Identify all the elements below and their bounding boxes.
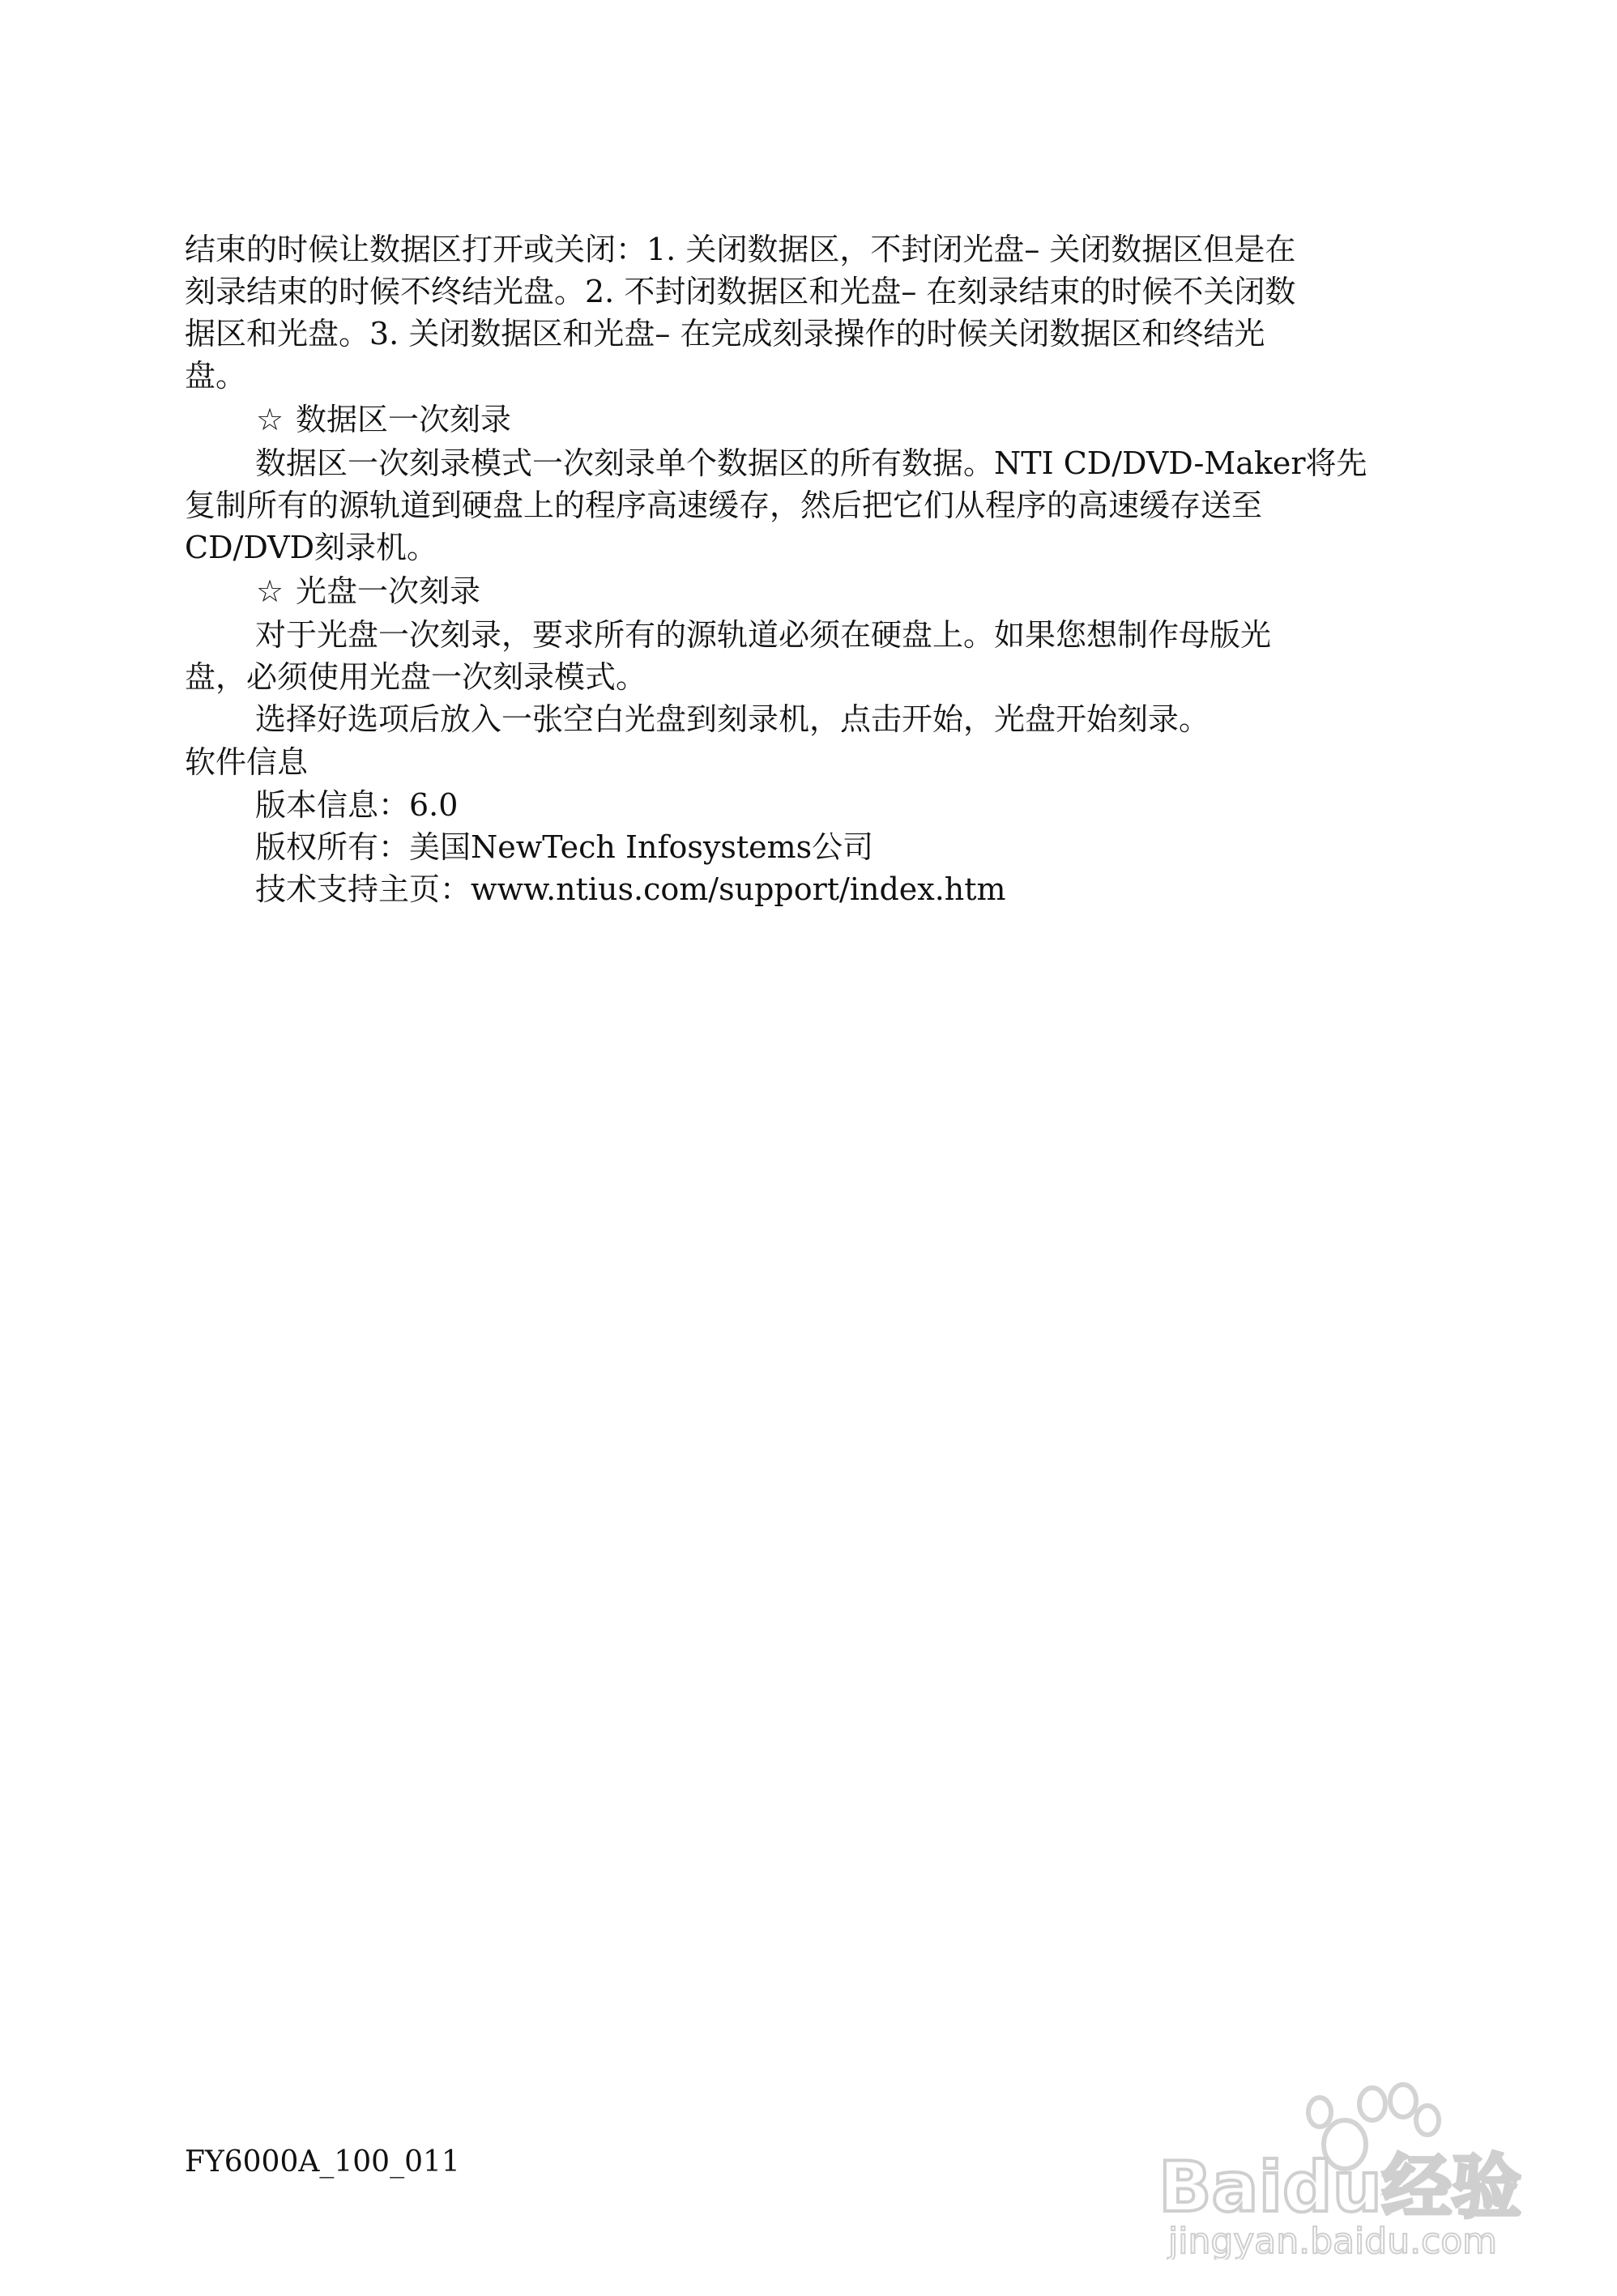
software-info-title: 软件信息 [185,744,309,780]
section-2-line-1: 对于光盘一次刻录，要求所有的源轨道必须在硬盘上。如果您想制作母版光 [255,617,1272,653]
section-1-line-3: CD/DVD刻录机。 [185,530,438,565]
section-heading-disc-at-once [185,569,1448,614]
intro-line-4: 盘。 [185,358,247,394]
star-icon: ☆ [255,402,284,437]
version-info: 版本信息：6.0 [255,787,459,823]
intro-line-3: 据区和光盘。3. 关闭数据区和光盘– 在完成刻录操作的时候关闭数据区和终结光 [185,316,1265,351]
intro-line-1: 结束的时候让数据区打开或关闭：1. 关闭数据区，不封闭光盘– 关闭数据区但是在 [185,232,1296,267]
page-content [185,228,1448,910]
support-url: 技术支持主页：www.ntius.com/support/index.htm [255,871,1006,907]
section-1-line-1: 数据区一次刻录模式一次刻录单个数据区的所有数据。NTI CD/DVD-Maker将先 [255,445,1367,481]
section-2-line-2: 盘，必须使用光盘一次刻录模式。 [185,659,647,695]
section-2-extra: 选择好选项后放入一张空白光盘到刻录机，点击开始，光盘开始刻录。 [255,701,1210,737]
copyright-info: 版权所有：美国NewTech Infosystems公司 [255,829,874,865]
baidu-jingyan-watermark-icon [1152,2049,1525,2260]
star-icon: ☆ [255,573,284,609]
section-title: 光盘一次刻录 [296,573,481,609]
page-footer: FY6000A_100_011 [185,2145,460,2179]
section-heading-track-at-once [185,397,1448,442]
section-title: 数据区一次刻录 [296,402,512,437]
intro-line-2: 刻录结束的时候不终结光盘。2. 不封闭数据区和光盘– 在刻录结束的时候不关闭数 [185,274,1296,309]
watermark-url-text: jingyan.baidu.com [1168,2221,1498,2260]
section-1-line-2: 复制所有的源轨道到硬盘上的程序高速缓存，然后把它们从程序的高速缓存送至 [185,488,1263,523]
watermark-brand-text: Baidu经验 [1158,2147,1521,2228]
